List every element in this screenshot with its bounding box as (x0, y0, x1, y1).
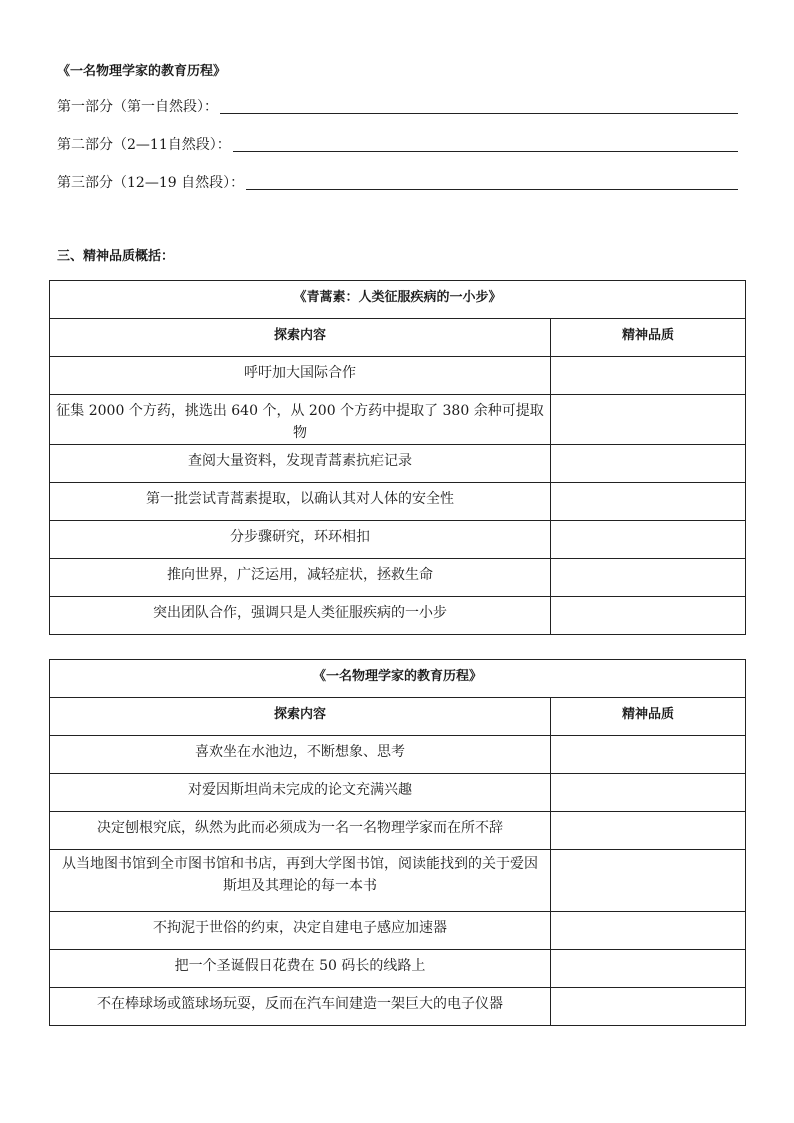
table-2-header-quality: 精神品质 (551, 698, 746, 736)
table-1-row-7-content: 突出团队合作，强调只是人类征服疾病的一小步 (50, 597, 551, 635)
table-2-row-2-quality-cell[interactable] (551, 774, 746, 812)
table-2-title: 《一名物理学家的教育历程》 (50, 660, 746, 698)
table-2-row-2-content: 对爱因斯坦尚未完成的论文充满兴趣 (50, 774, 551, 812)
table-2-row-4-content: 从当地图书馆到全市图书馆和书店，再到大学图书馆，阅读能找到的关于爱因斯坦及其理论的每一本书 (50, 850, 551, 912)
table-2-row-3-content: 决定刨根究底，纵然为此而必须成为一名一名物理学家而在所不辞 (50, 812, 551, 850)
table-2-row-4-quality-cell[interactable] (551, 850, 746, 912)
outline-part-3-label: 第三部分（12—19 自然段）： (57, 175, 245, 191)
qinghaosu-table (49, 280, 746, 635)
physicist-table (49, 659, 746, 1026)
table-1-row-2-content: 征集 2000 个方药，挑选出 640 个，从 200 个方药中提取了 380 余种可提取物 (50, 395, 551, 445)
table-2-row-5-content: 不拘泥于世俗的约束，决定自建电子感应加速器 (50, 912, 551, 950)
table-1-row-6-content: 推向世界，广泛运用，减轻症状，拯救生命 (50, 559, 551, 597)
table-1-row-5-content: 分步骤研究，环环相扣 (50, 521, 551, 559)
table-2-row-7-content: 不在棒球场或篮球场玩耍，反而在汽车间建造一架巨大的电子仪器 (50, 988, 551, 1026)
table-1-header-content: 探索内容 (50, 319, 551, 357)
table-1-row-3-quality-cell[interactable] (551, 445, 746, 483)
outline-part-1-label: 第一部分（第一自然段）： (57, 99, 218, 115)
table-2-row-3-quality-cell[interactable] (551, 812, 746, 850)
table-1-row-4-content: 第一批尝试青蒿素提取，以确认其对人体的安全性 (50, 483, 551, 521)
outline-part-3 (57, 172, 738, 192)
outline-part-1 (57, 96, 738, 116)
outline-part-2-blank[interactable] (233, 137, 738, 152)
table-1-row-1-content: 呼吁加大国际合作 (50, 357, 551, 395)
table-1-row-6-quality-cell[interactable] (551, 559, 746, 597)
outline-part-2 (57, 134, 738, 154)
table-2-row-5-quality-cell[interactable] (551, 912, 746, 950)
table-2-row-6-content: 把一个圣诞假日花费在 50 码长的线路上 (50, 950, 551, 988)
outline-part-1-blank[interactable] (220, 99, 738, 114)
table-2-row-1-quality-cell[interactable] (551, 736, 746, 774)
section-3-heading: 三、精神品质概括： (57, 249, 175, 264)
table-1-row-3-content: 查阅大量资料，发现青蒿素抗疟记录 (50, 445, 551, 483)
table-2-row-7-quality-cell[interactable] (551, 988, 746, 1026)
table-1-row-7-quality-cell[interactable] (551, 597, 746, 635)
table-2-row-1-content: 喜欢坐在水池边，不断想象、思考 (50, 736, 551, 774)
outline-title: 《一名物理学家的教育历程》 (57, 64, 227, 79)
table-1-header-quality: 精神品质 (551, 319, 746, 357)
table-1-title: 《青蒿素：人类征服疾病的一小步》 (50, 281, 746, 319)
table-1-row-5-quality-cell[interactable] (551, 521, 746, 559)
table-1-row-1-quality-cell[interactable] (551, 357, 746, 395)
table-1-row-4-quality-cell[interactable] (551, 483, 746, 521)
table-2-row-6-quality-cell[interactable] (551, 950, 746, 988)
table-1-row-2-quality-cell[interactable] (551, 395, 746, 445)
table-2-header-content: 探索内容 (50, 698, 551, 736)
outline-part-3-blank[interactable] (246, 175, 738, 190)
outline-part-2-label: 第二部分（2—11自然段）： (57, 137, 231, 153)
